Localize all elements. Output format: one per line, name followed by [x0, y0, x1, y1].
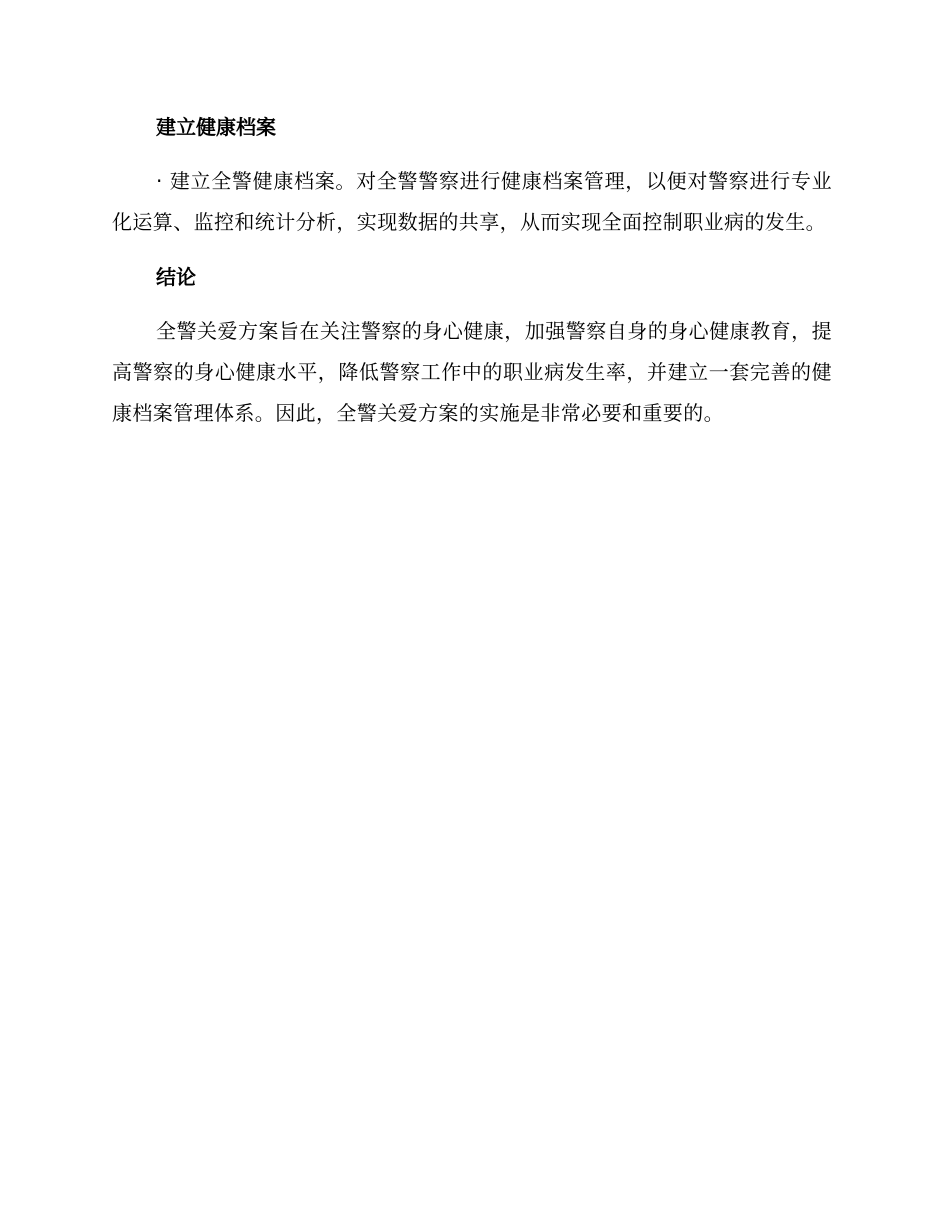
spacer [112, 297, 832, 311]
section-heading-health-records: 建立健康档案 [156, 115, 276, 139]
spacer [112, 147, 832, 161]
document-body [112, 107, 832, 434]
section-paragraph-conclusion: 全警关爱方案旨在关注警察的身心健康，加强警察自身的身心健康教育，提高警察的身心健康水平，降低警察工作中的职业病发生率，并建立一套完善的健康档案管理体系。因此，全警关爱方案的实施是非常必要和重要的。 [112, 319, 832, 425]
section-paragraph-health-records: · 建立全警健康档案。对全警警察进行健康档案管理，以便对警察进行专业化运算、监控和统计分析，实现数据的共享，从而实现全面控制职业病的发生。 [112, 169, 832, 234]
spacer [112, 243, 832, 257]
section-heading-conclusion: 结论 [156, 265, 196, 289]
